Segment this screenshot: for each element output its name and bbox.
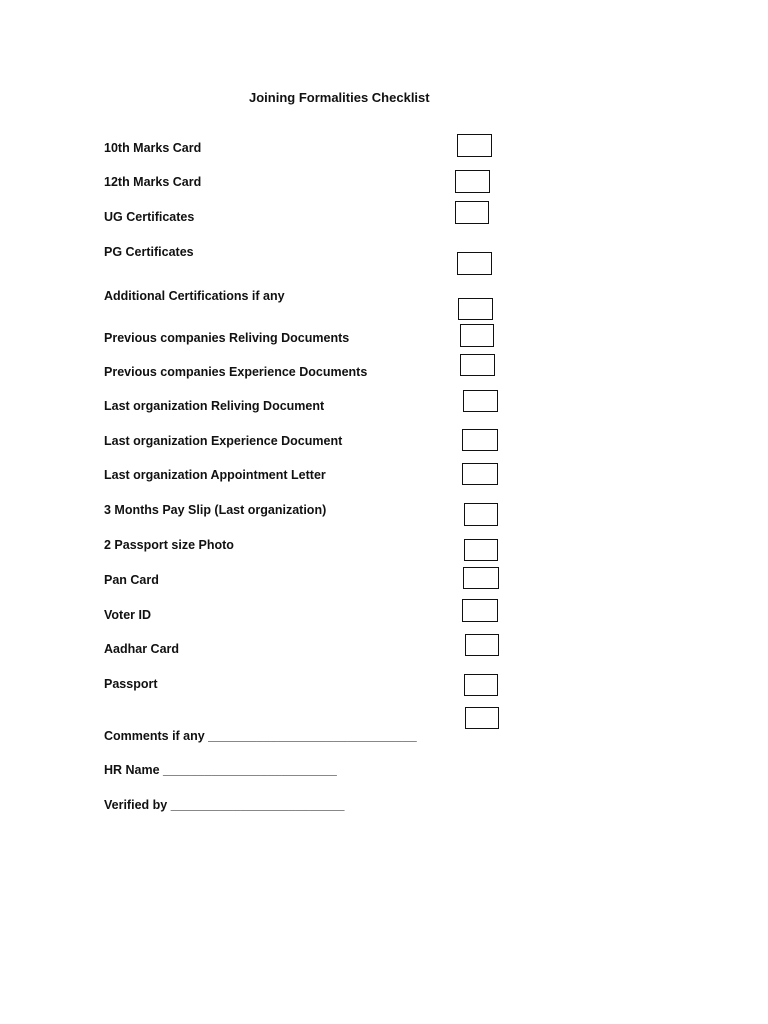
checkbox-last-experience-document[interactable] (462, 429, 498, 451)
checkbox-12th-marks-card[interactable] (455, 170, 490, 193)
item-label-voter-id: Voter ID (104, 608, 151, 622)
item-label-previous-reliving-documents: Previous companies Reliving Documents (104, 331, 350, 345)
checkbox-ug-certificates[interactable] (455, 201, 489, 224)
checkbox-last-appointment-letter[interactable] (462, 463, 498, 485)
item-label-last-appointment-letter: Last organization Appointment Letter (104, 468, 326, 482)
item-label-ug-certificates: UG Certificates (104, 210, 195, 224)
item-label-additional-certifications: Additional Certifications if any (104, 289, 285, 303)
checkbox-pan-card[interactable] (463, 567, 499, 589)
checkbox-10th-marks-card[interactable] (457, 134, 492, 157)
checkbox-passport-photo[interactable] (464, 539, 498, 561)
checkbox-pay-slip[interactable] (464, 503, 498, 526)
checkbox-voter-id[interactable] (462, 599, 498, 622)
checkbox-last-reliving-document[interactable] (463, 390, 498, 412)
item-label-12th-marks-card: 12th Marks Card (104, 175, 202, 189)
page-title: Joining Formalities Checklist (249, 90, 430, 105)
comments-field[interactable]: Comments if any ______________________________ (104, 729, 417, 743)
hr-name-field[interactable]: HR Name _________________________ (104, 763, 337, 777)
item-label-passport-photo: 2 Passport size Photo (104, 538, 234, 552)
checkbox-extra[interactable] (465, 707, 499, 729)
item-label-last-reliving-document: Last organization Reliving Document (104, 399, 325, 413)
item-label-aadhar-card: Aadhar Card (104, 642, 180, 656)
checkbox-passport[interactable] (464, 674, 498, 696)
item-label-10th-marks-card: 10th Marks Card (104, 141, 202, 155)
checkbox-additional-certifications[interactable] (458, 298, 493, 320)
item-label-previous-experience-documents: Previous companies Experience Documents (104, 365, 368, 379)
item-label-pay-slip: 3 Months Pay Slip (Last organization) (104, 503, 327, 517)
item-label-pg-certificates: PG Certificates (104, 245, 194, 259)
item-label-last-experience-document: Last organization Experience Document (104, 434, 343, 448)
item-label-pan-card: Pan Card (104, 573, 159, 587)
checkbox-previous-reliving-documents[interactable] (460, 324, 494, 347)
checkbox-pg-certificates[interactable] (457, 252, 492, 275)
item-label-passport: Passport (104, 677, 158, 691)
checkbox-aadhar-card[interactable] (465, 634, 499, 656)
verified-by-field[interactable]: Verified by _________________________ (104, 798, 345, 812)
checkbox-previous-experience-documents[interactable] (460, 354, 495, 376)
